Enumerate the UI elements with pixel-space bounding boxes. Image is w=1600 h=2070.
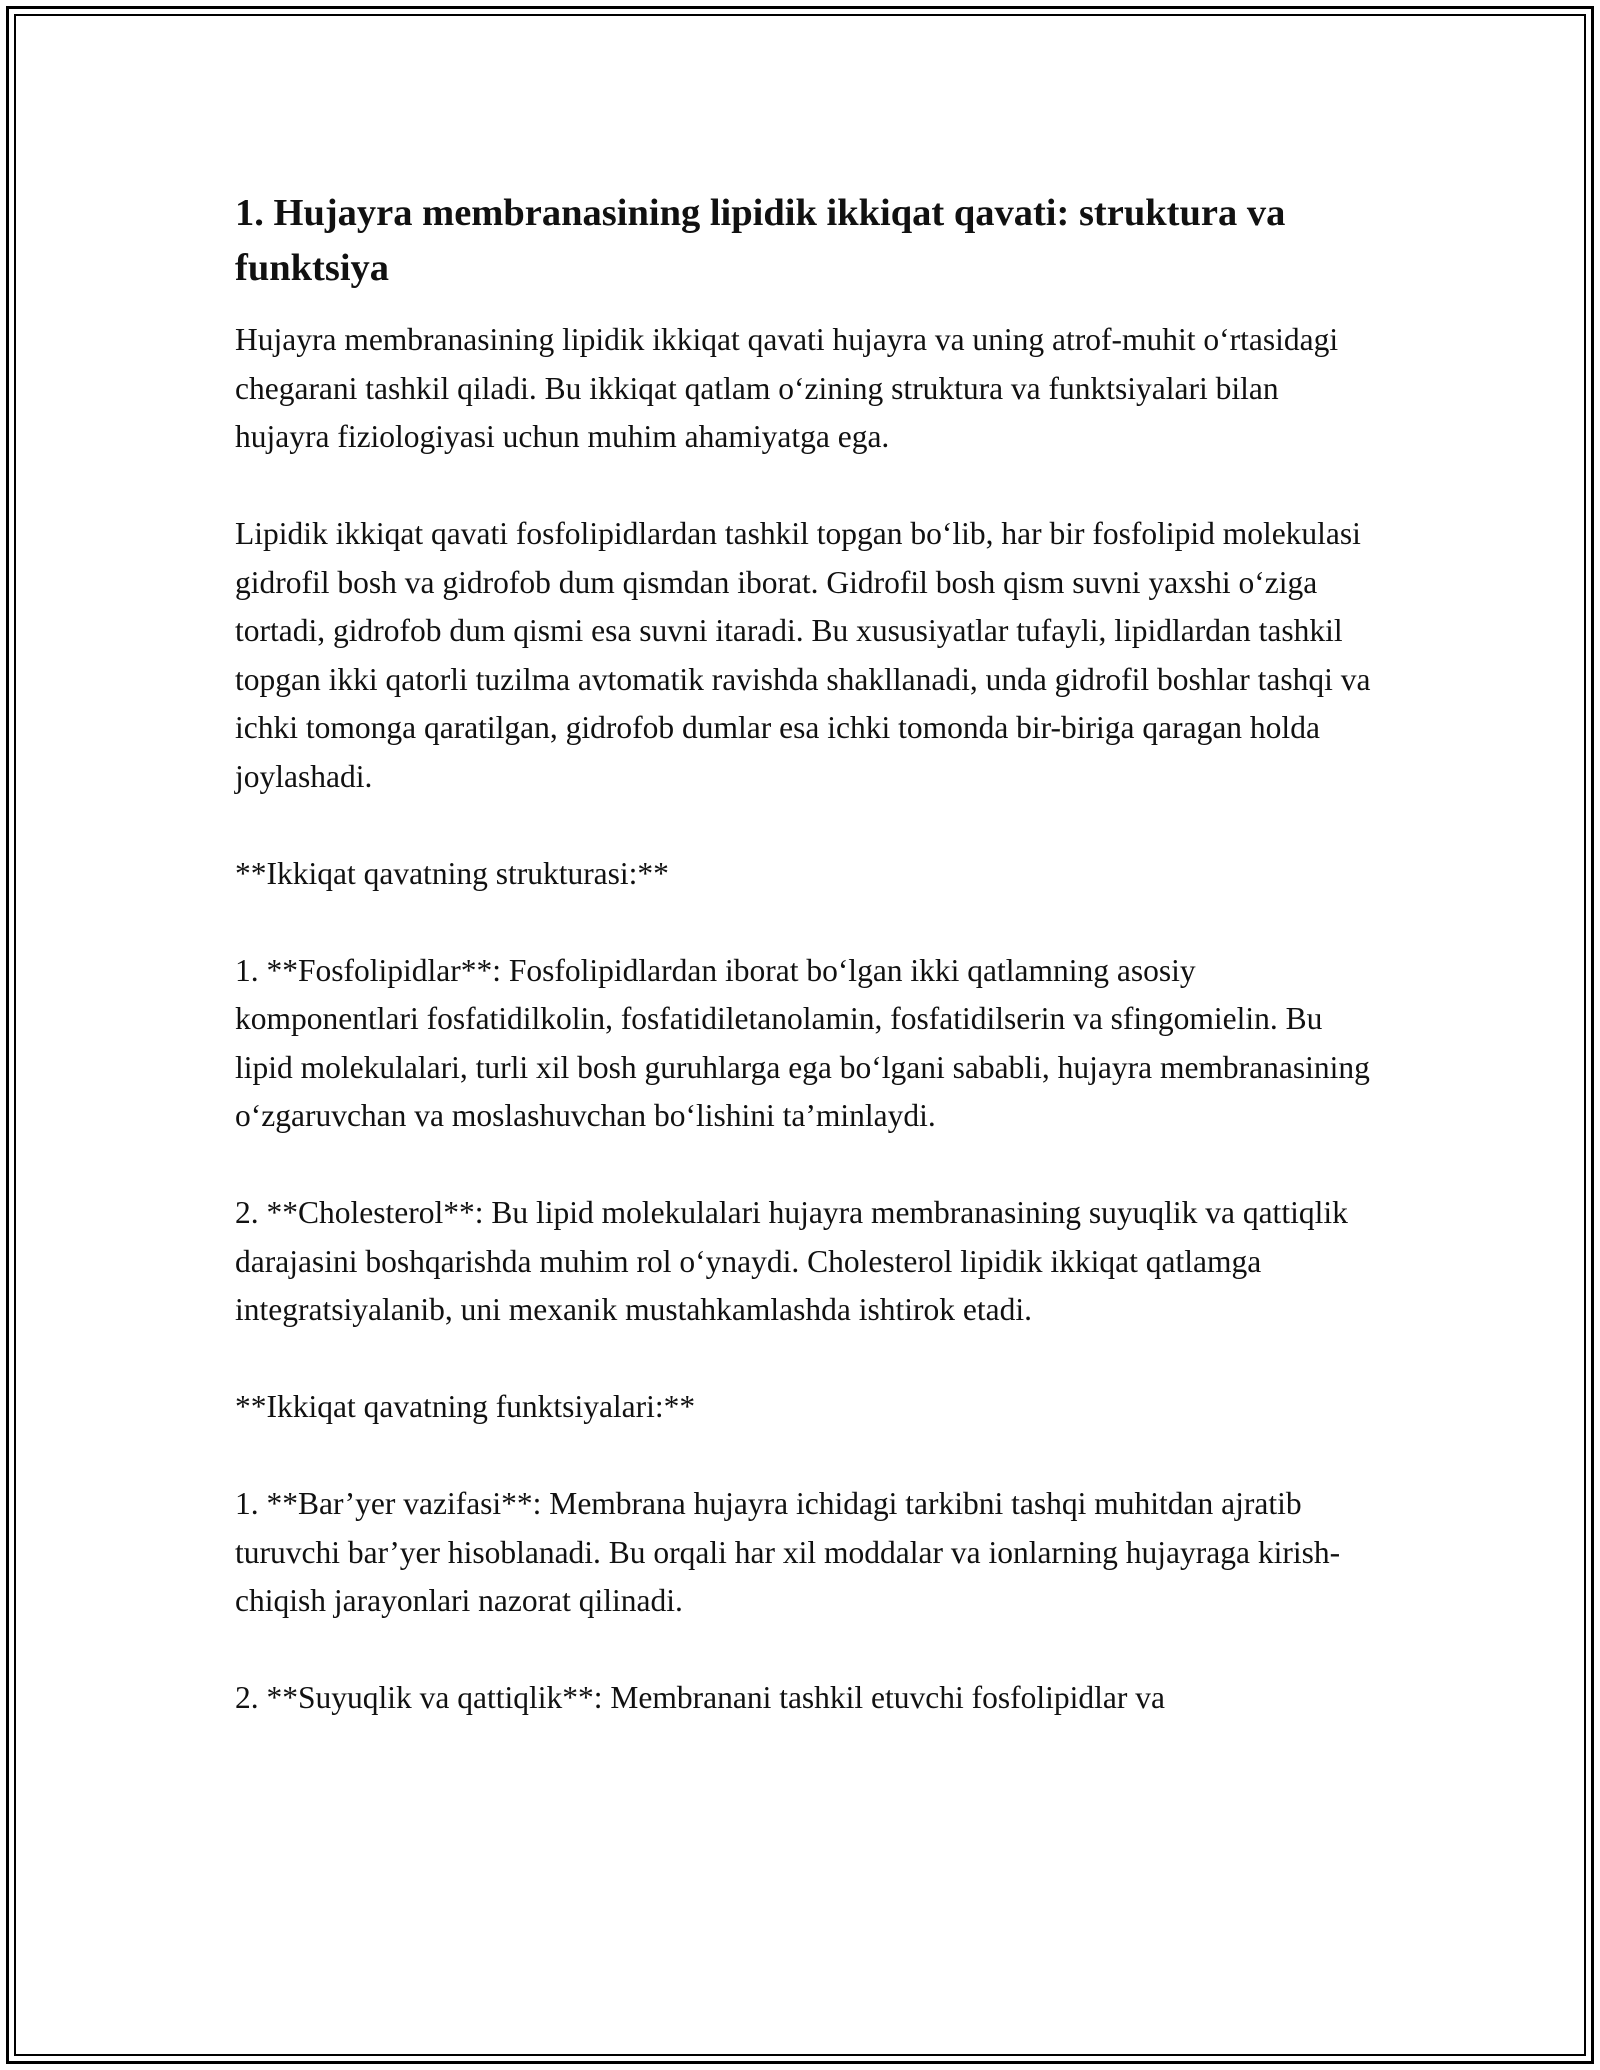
document-body xyxy=(235,186,1375,1771)
list-item-cholesterol: 2. **Cholesterol**: Bu lipid molekulalari hujayra membranasining suyuqlik va qattiqlik darajasini boshqarishda muhim rol o‘ynaydi. Cholesterol lipidik ikkiqat qatlamga integratsiyalanib, uni mexanik mustahkamlashda ishtirok etadi. xyxy=(235,1195,1348,1327)
paragraph-bilayer-composition: Lipidik ikkiqat qavati fosfolipidlardan tashkil topgan bo‘lib, har bir fosfolipid molekulasi gidrofil bosh va gidrofob dum qismdan iborat. Gidrofil bosh qism suvni yaxshi o‘ziga tortadi, gidrofob dum qismi esa suvni itaradi. Bu xususiyatlar tufayli, lipidlardan tashkil topgan ikki qatorli tuzilma avtomatik ravishda shakllanadi, unda gidrofil boshlar tashqi va ichki tomonga qaratilgan, gidrofob dumlar esa ichki tomonda bir-biriga qaragan holda joylashadi. xyxy=(235,516,1371,794)
document-title: 1. Hujayra membranasining lipidik ikkiqat qavati: struktura va funktsiya xyxy=(235,192,1286,289)
section-heading-functions: **Ikkiqat qavatning funktsiyalari:** xyxy=(235,1389,696,1424)
list-item-barrier-function: 1. **Bar’yer vazifasi**: Membrana hujayra ichidagi tarkibni tashqi muhitdan ajratib turuvchi bar’yer hisoblanadi. Bu orqali har xil moddalar va ionlarning hujayraga kirish-chiqish jarayonlari nazorat qilinadi. xyxy=(235,1486,1341,1618)
list-item-fluidity-rigidity: 2. **Suyuqlik va qattiqlik**: Membranani tashkil etuvchi fosfolipidlar va xyxy=(235,1680,1165,1715)
section-heading-structure: **Ikkiqat qavatning strukturasi:** xyxy=(235,855,669,891)
list-item-phospholipids: 1. **Fosfolipidlar**: Fosfolipidlardan iborat bo‘lgan ikki qatlamning asosiy komponentlari fosfatidilkolin, fosfatidiletanolamin, fosfatidilserin va sfingomielin. Bu lipid molekulalari, turli xil bosh guruhlarga ega bo‘lgani sababli, hujayra membranasining o‘zgaruvchan va moslashuvchan bo‘lishini ta’minlaydi. xyxy=(235,952,1370,1133)
paragraph-intro: Hujayra membranasining lipidik ikkiqat qavati hujayra va uning atrof-muhit o‘rtasidagi chegarani tashkil qiladi. Bu ikkiqat qatlam o‘zining struktura va funktsiyalari bilan hujayra fiziologiyasi uchun muhim ahamiyatga ega. xyxy=(235,322,1339,454)
